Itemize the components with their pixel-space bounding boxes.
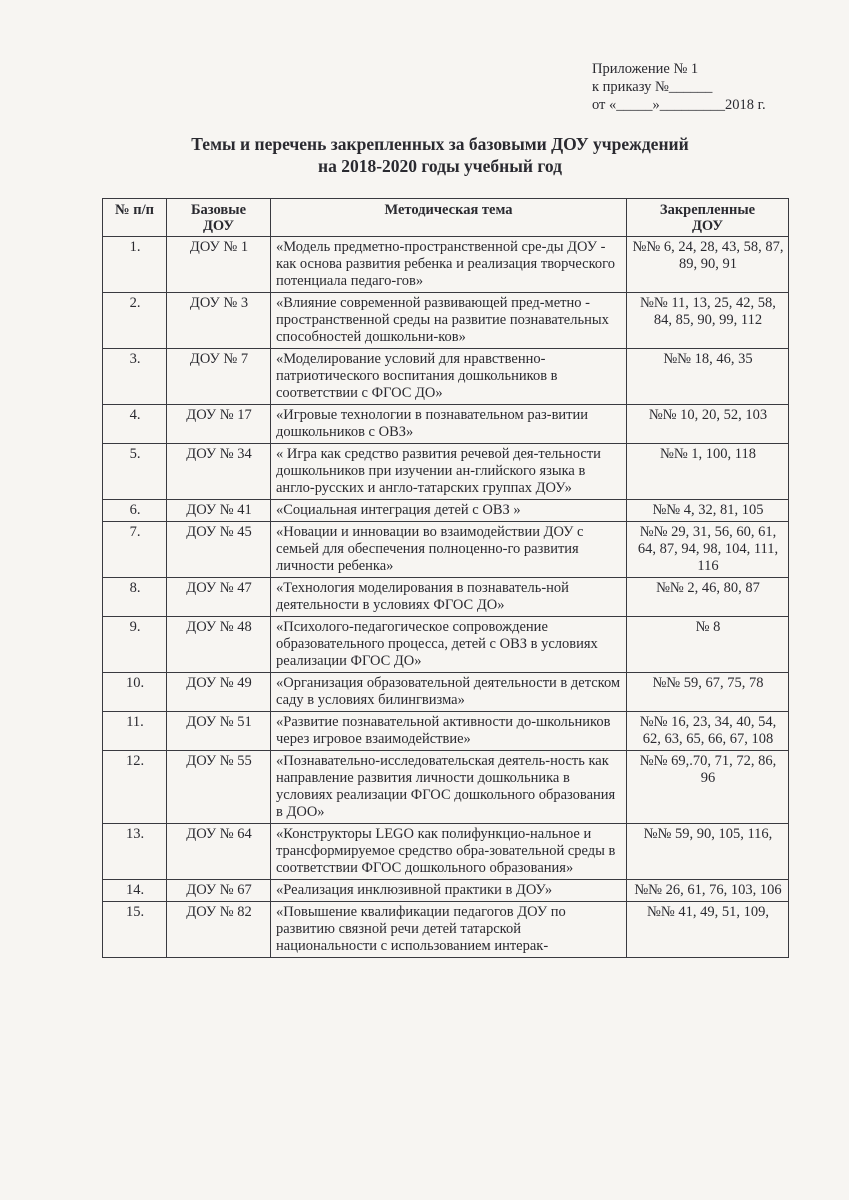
assigned-dou: №№ 18, 46, 35 [627, 349, 789, 405]
base-dou: ДОУ № 17 [167, 405, 271, 444]
assigned-dou: №№ 29, 31, 56, 60, 61, 64, 87, 94, 98, 104, 111, 116 [627, 522, 789, 578]
base-dou: ДОУ № 34 [167, 444, 271, 500]
header-num [103, 199, 167, 237]
base-dou: ДОУ № 67 [167, 880, 271, 902]
table-row [103, 293, 789, 349]
table-row [103, 673, 789, 712]
methodical-topic: «Развитие познавательной активности до-школьников через игровое взаимодействие» [271, 712, 627, 751]
row-number: 11. [103, 712, 167, 751]
methodical-topic: «Моделирование условий для нравственно-патриотического воспитания дошкольников в соответствии с ФГОС ДО» [271, 349, 627, 405]
row-number: 13. [103, 824, 167, 880]
row-number: 10. [103, 673, 167, 712]
assigned-dou: №№ 11, 13, 25, 42, 58, 84, 85, 90, 99, 112 [627, 293, 789, 349]
table-row [103, 237, 789, 293]
header-assigned-dou [627, 199, 789, 237]
header-topic-text: Методическая тема [384, 202, 513, 218]
row-number: 8. [103, 578, 167, 617]
assigned-dou: №№ 6, 24, 28, 43, 58, 87, 89, 90, 91 [627, 237, 789, 293]
methodical-topic: «Повышение квалификации педагогов ДОУ по развитию связной речи детей татарской национальности с использованием интерак- [271, 902, 627, 958]
row-number: 9. [103, 617, 167, 673]
appendix-note [592, 60, 766, 114]
base-dou: ДОУ № 55 [167, 751, 271, 824]
table-row [103, 522, 789, 578]
methodical-topic: «Конструкторы LEGO как полифункцио-нальное и трансформируемое средство обра-зовательной среды в соответствии ФГОС дошкольного образования» [271, 824, 627, 880]
methodical-topic: «Психолого-педагогическое сопровождение образовательного процесса, детей с ОВЗ в условиях реализации ФГОС ДО» [271, 617, 627, 673]
base-dou: ДОУ № 1 [167, 237, 271, 293]
base-dou: ДОУ № 3 [167, 293, 271, 349]
base-dou: ДОУ № 49 [167, 673, 271, 712]
order-reference: к приказу №______ [592, 79, 713, 95]
row-number: 12. [103, 751, 167, 824]
assigned-dou: №№ 1, 100, 118 [627, 444, 789, 500]
methodical-topic: «Влияние современной развивающей пред-метно - пространственной среды на развитие познавательных способностей дошкольни-ков» [271, 293, 627, 349]
row-number: 7. [103, 522, 167, 578]
methodical-topic: «Модель предметно-пространственной сре-ды ДОУ - как основа развития ребенка и реализация творческого потенциала педаго-гов» [271, 237, 627, 293]
assigned-dou: № 8 [627, 617, 789, 673]
base-dou: ДОУ № 51 [167, 712, 271, 751]
title-line-2: на 2018-2020 годы учебный год [317, 156, 562, 176]
table-row [103, 405, 789, 444]
table-row [103, 617, 789, 673]
table-row [103, 751, 789, 824]
table-row [103, 578, 789, 617]
assigned-dou: №№ 2, 46, 80, 87 [627, 578, 789, 617]
table-row [103, 349, 789, 405]
base-dou: ДОУ № 45 [167, 522, 271, 578]
base-dou: ДОУ № 64 [167, 824, 271, 880]
table-row [103, 880, 789, 902]
assigned-dou: №№ 69,.70, 71, 72, 86, 96 [627, 751, 789, 824]
appendix-number: Приложение № 1 [592, 61, 699, 77]
base-dou: ДОУ № 48 [167, 617, 271, 673]
assigned-dou: №№ 59, 67, 75, 78 [627, 673, 789, 712]
table-row [103, 712, 789, 751]
header-base-line2: ДОУ [202, 218, 235, 234]
title-line-1: Темы и перечень закрепленных за базовыми ДОУ учреждений [191, 134, 689, 154]
methodical-topic: «Новации и инновации во взаимодействии ДОУ с семьей для обеспечения полноценно-го развития личности ребенка» [271, 522, 627, 578]
header-num-text: № п/п [115, 202, 154, 218]
table-row [103, 824, 789, 880]
methodical-topic: «Организация образовательной деятельности в детском саду в условиях билингвизма» [271, 673, 627, 712]
assigned-dou: №№ 16, 23, 34, 40, 54, 62, 63, 65, 66, 67, 108 [627, 712, 789, 751]
assigned-dou: №№ 4, 32, 81, 105 [627, 500, 789, 522]
order-date: от «_____»_________2018 г. [592, 97, 766, 113]
header-assigned-line2: ДОУ [691, 218, 724, 234]
assigned-dou: №№ 41, 49, 51, 109, [627, 902, 789, 958]
row-number: 1. [103, 237, 167, 293]
row-number: 2. [103, 293, 167, 349]
header-base-line1: Базовые [190, 202, 247, 218]
row-number: 15. [103, 902, 167, 958]
base-dou: ДОУ № 82 [167, 902, 271, 958]
table-row [103, 500, 789, 522]
row-number: 3. [103, 349, 167, 405]
assigned-dou: №№ 10, 20, 52, 103 [627, 405, 789, 444]
row-number: 6. [103, 500, 167, 522]
base-dou: ДОУ № 47 [167, 578, 271, 617]
row-number: 4. [103, 405, 167, 444]
methodical-topic: «Технология моделирования в познаватель-ной деятельности в условиях ФГОС ДО» [271, 578, 627, 617]
methodical-topic: «Социальная интеграция детей с ОВЗ » [271, 500, 627, 522]
base-dou: ДОУ № 7 [167, 349, 271, 405]
header-assigned-line1: Закрепленные [659, 202, 756, 218]
assigned-dou: №№ 59, 90, 105, 116, [627, 824, 789, 880]
header-base-dou [167, 199, 271, 237]
table-row [103, 444, 789, 500]
base-dou: ДОУ № 41 [167, 500, 271, 522]
methodical-topic: «Познавательно-исследовательская деятель-ность как направление развития личности дошкольника в условиях реализации ФГОС дошкольного образования в ДОО» [271, 751, 627, 824]
row-number: 14. [103, 880, 167, 902]
table-header-row [103, 199, 789, 237]
row-number: 5. [103, 444, 167, 500]
table-row [103, 902, 789, 958]
methodical-topic: «Реализация инклюзивной практики в ДОУ» [271, 880, 627, 902]
document-title [80, 133, 800, 177]
methodical-topic: «Игровые технологии в познавательном раз-витии дошкольников с ОВЗ» [271, 405, 627, 444]
topics-table [102, 198, 789, 958]
assigned-dou: №№ 26, 61, 76, 103, 106 [627, 880, 789, 902]
header-topic [271, 199, 627, 237]
methodical-topic: « Игра как средство развития речевой дея-тельности дошкольников при изучении ан-глийского языка в англо-русских и англо-татарских группах ДОУ» [271, 444, 627, 500]
